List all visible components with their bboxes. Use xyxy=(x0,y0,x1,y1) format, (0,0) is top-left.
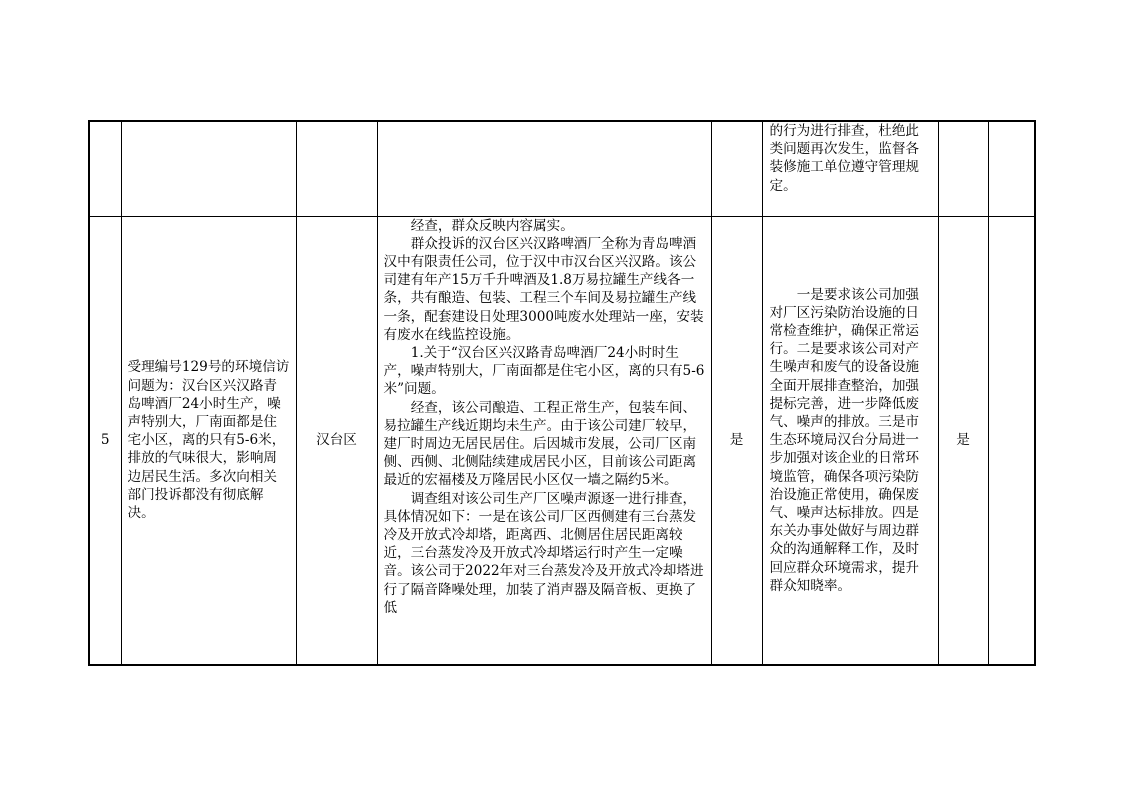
investigation-paragraph: 1.关于“汉台区兴汉路青岛啤酒厂24小时时生产，噪声特别大，厂南面都是住宅小区，离的只有5-6米”问题。 xyxy=(383,344,705,398)
status-cell xyxy=(938,121,988,216)
measures-text: 一是要求该公司加强对厂区污染防治设施的日常检查维护，确保正常运行。二是要求该公司对产生噪声和废气的设备设施全面开展排查整治，加强提标完善，进一步降低废气、噪声的排放。三是市生态环境局汉台分局进一步加强对该企业的日常环境监管，确保各项污染防治设施正常使用，确保废气、噪声达标排放。四是东关办事处做好与周边群众的沟通解释工作，及时回应群众环境需求，提升群众知晓率。 xyxy=(769,286,920,594)
complaint-text: 受理编号129号的环境信访问题为：汉台区兴汉路青岛啤酒厂24小时生产，噪声特别大，厂南面都是住宅小区，离的只有5-6米，排放的气味很大，影响周边居民生活。多次向相关部门投诉都没有彻底解决。 xyxy=(127,359,290,521)
measures-text: 的行为进行排查，杜绝此类问题再次发生，监督各装修施工单位遵守管理规定。 xyxy=(769,123,920,194)
measures-cell xyxy=(762,121,938,216)
investigation-cell xyxy=(377,216,711,665)
investigation-paragraph: 经查，群众反映内容属实。 xyxy=(410,217,574,234)
table-row xyxy=(89,216,1035,665)
complaint-table xyxy=(88,120,1036,666)
row-index-cell xyxy=(89,121,121,216)
district-cell xyxy=(296,121,377,216)
table-row xyxy=(89,121,1035,216)
investigation-paragraph: 调查组对该公司生产厂区噪声源逐一进行排查，具体情况如下：一是在该公司厂区西侧建有三台蒸发冷及开放式冷却塔，距离西、北侧居住居民距离较近，三台蒸发冷及开放式冷却塔运行时产生一定噪音。该公司于2022年对三台蒸发冷及开放式冷却塔进行了隔音降噪处理，加装了消声器及隔音板、更换了低 xyxy=(383,490,704,616)
investigation-paragraph: 经查，该公司酿造、工程正常生产，包装车间、易拉罐生产线近期均未生产。由于该公司建厂较早，建厂时周边无居民居住。后因城市发展，公司厂区南侧、西侧、北侧陆续建成居民小区，目前该公司距离最近的宏福楼及万隆居民小区仅一墙之隔约5米。 xyxy=(383,399,697,489)
complaint-cell xyxy=(121,216,296,665)
complaint-cell xyxy=(121,121,296,216)
verified-cell: 是 xyxy=(711,216,762,665)
measures-cell xyxy=(762,216,938,665)
investigation-paragraph: 群众投诉的汉台区兴汉路啤酒厂全称为青岛啤酒汉中有限责任公司，位于汉中市汉台区兴汉路。该公司建有年产15万千升啤酒及1.8万易拉罐生产线各一条，共有酿造、包装、工程三个车间及易拉罐生产线一条，配套建设日处理3000吨废水处理站一座，安装有废水在线监控设施。 xyxy=(383,235,704,343)
status-cell: 是 xyxy=(938,216,988,665)
note-cell xyxy=(988,121,1035,216)
district-cell: 汉台区 xyxy=(296,216,377,665)
investigation-cell xyxy=(377,121,711,216)
verified-cell xyxy=(711,121,762,216)
note-cell xyxy=(988,216,1035,665)
row-index-cell: 5 xyxy=(89,216,121,665)
